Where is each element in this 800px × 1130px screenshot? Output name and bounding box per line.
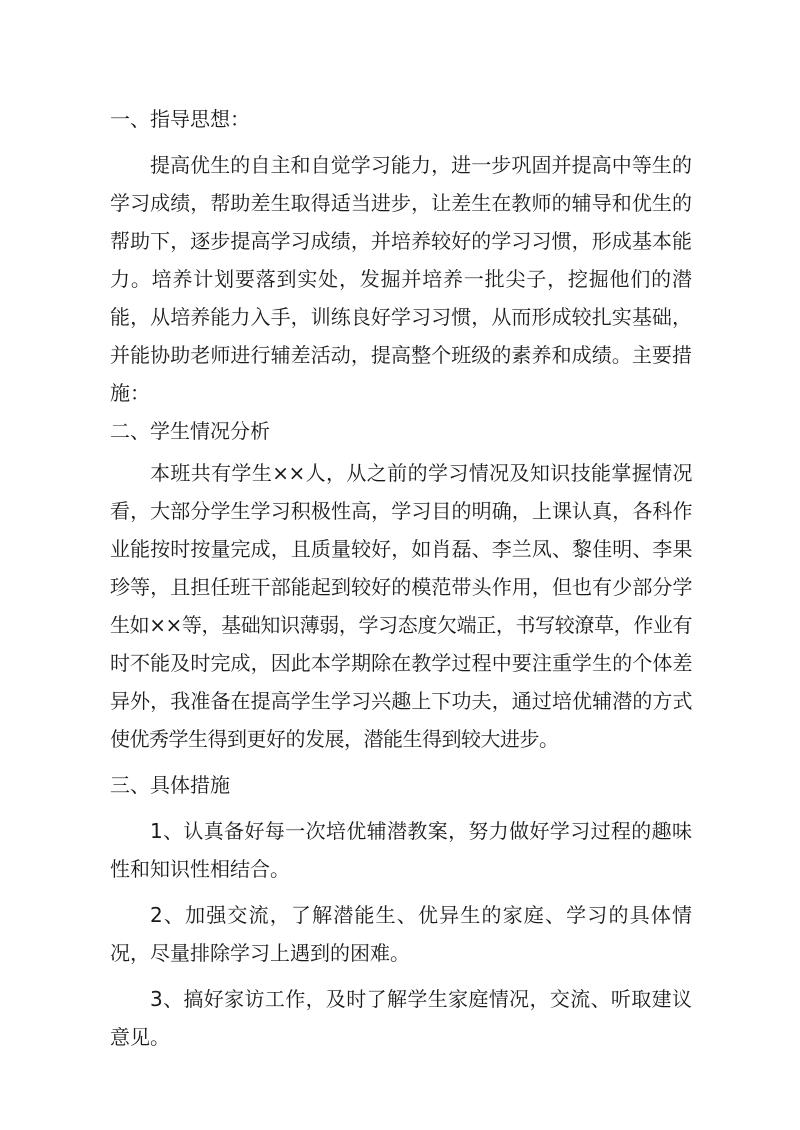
measure-item: 3、搞好家访工作，及时了解学生家庭情况，交流、听取建议意见。	[110, 987, 692, 1049]
section-heading-student-analysis: 二、学生情况分析	[110, 419, 270, 443]
section-paragraph-student-analysis: 本班共有学生××人，从之前的学习情况及知识技能掌握情况看，大部分学生学习积极性高，学习目的明确，上课认真，各科作业能按时按量完成，且质量较好，如肖磊、李兰凤、黎佳明、李果珍等，且担任班干部能起到较好的模范带头作用，但也有少部分学生如××等，基础知识薄弱，学习态度欠端正，书写较潦草，作业有时不能及时完成，因此本学期除在教学过程中要注重学生的个体差异外，我准备在提高学生学习兴趣上下功夫，通过培优辅潜的方式使优秀学生得到更好的发展，潜能生得到较大进步。	[110, 461, 692, 751]
document-body	[110, 100, 692, 1056]
measure-item: 1、认真备好每一次培优辅潜教案，努力做好学习过程的趣味性和知识性相结合。	[110, 819, 692, 881]
section-heading-measures: 三、具体措施	[110, 773, 230, 797]
measure-item: 2、加强交流，了解潜能生、优异生的家庭、学习的具体情况，尽量排除学习上遇到的困难。	[110, 903, 692, 965]
section-paragraph-guiding-thought: 提高优生的自主和自觉学习能力，进一步巩固并提高中等生的学习成绩，帮助差生取得适当进步，让差生在教师的辅导和优生的帮助下，逐步提高学习成绩，并培养较好的学习习惯，形成基本能力。培养计划要落到实处，发掘并培养一批尖子，挖掘他们的潜能，从培养能力入手，训练良好学习习惯，从而形成较扎实基础，并能协助老师进行辅差活动，提高整个班级的素养和成绩。主要措施：	[110, 153, 692, 405]
section-heading-guiding-thought: 一、指导思想：	[110, 107, 250, 131]
